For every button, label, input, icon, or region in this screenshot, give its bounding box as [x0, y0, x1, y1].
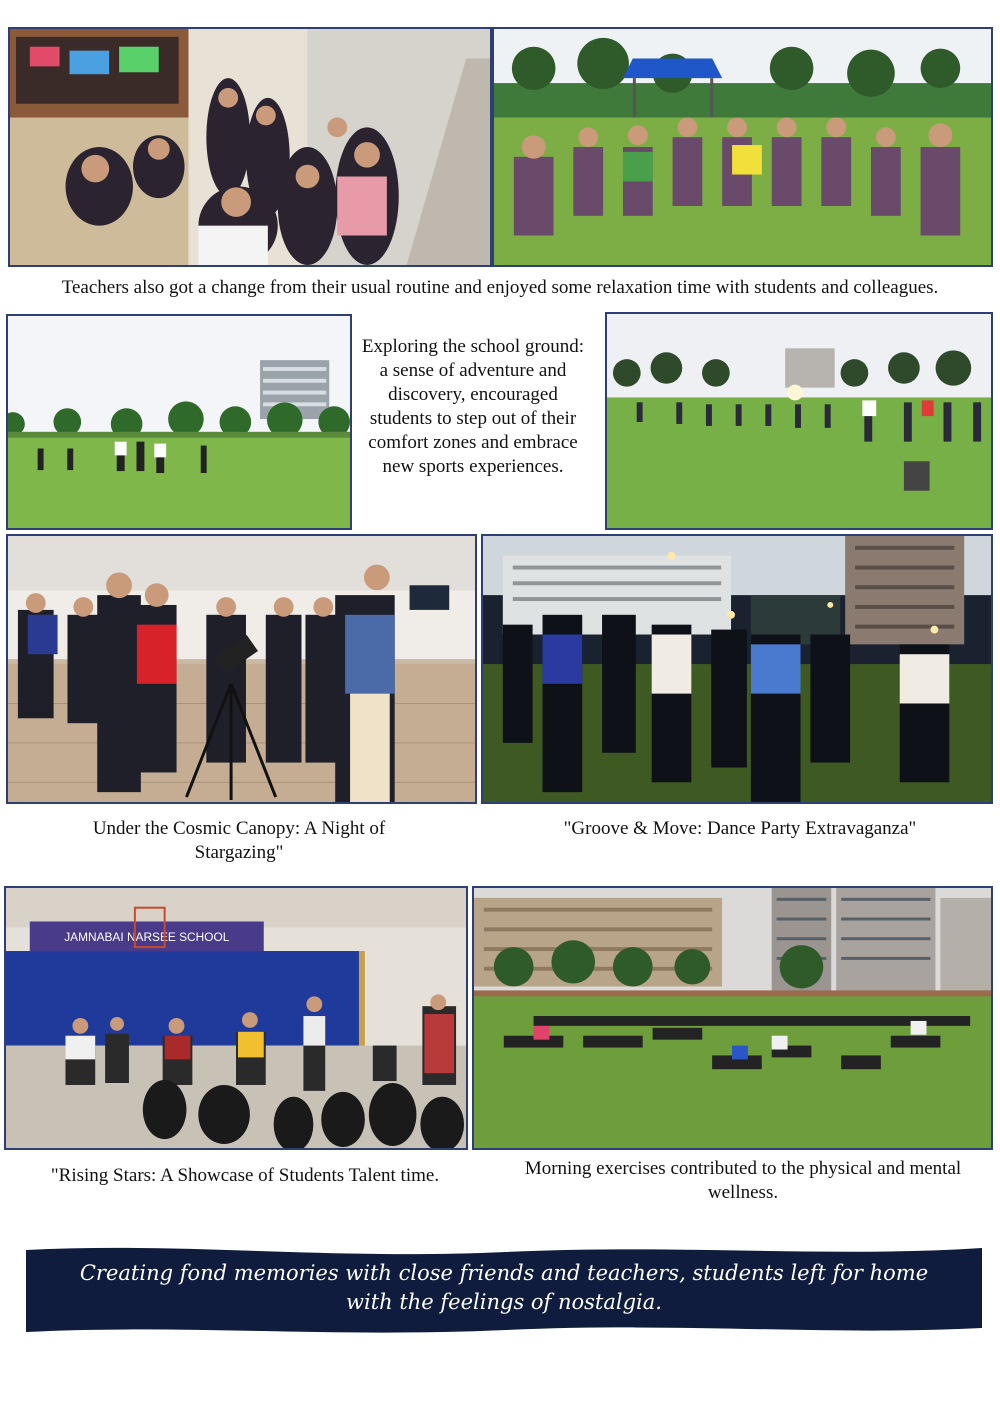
- photo-night-dance-party: [481, 534, 993, 804]
- photo-teachers-outdoor-circle: [492, 27, 993, 267]
- photo-school-ground-sports: [6, 314, 352, 530]
- photo-stargazing-telescope: [6, 534, 477, 804]
- caption-teachers: Teachers also got a change from their usual routine and enjoyed some relaxation time with students and colleagues.: [61, 277, 939, 298]
- caption-dance: "Groove & Move: Dance Party Extravaganza": [563, 818, 917, 839]
- photo-teachers-students-indoor: [8, 27, 492, 267]
- photo-talent-show-hall: [4, 886, 468, 1150]
- photo-ground-group-activity: [605, 312, 993, 530]
- caption-stargazing: Under the Cosmic Canopy: A Night of Stargazing": [92, 818, 386, 863]
- closing-message: Creating fond memories with close friends and teachers, students left for home with the feelings of nostalgia.: [79, 1261, 929, 1314]
- caption-talent: "Rising Stars: A Showcase of Students Talent time.: [50, 1165, 440, 1186]
- caption-exercise: Morning exercises contributed to the physical and mental wellness.: [524, 1158, 962, 1203]
- photo-morning-exercises: [472, 886, 993, 1150]
- caption-exploring: Exploring the school ground: a sense of adventure and discovery, encouraged students to step out of their comfort zones and embrace new sports experiences.: [361, 336, 585, 477]
- hall-banner-text: JAMNABAI NARSEE SCHOOL: [64, 930, 230, 945]
- closing-banner: [26, 1242, 982, 1336]
